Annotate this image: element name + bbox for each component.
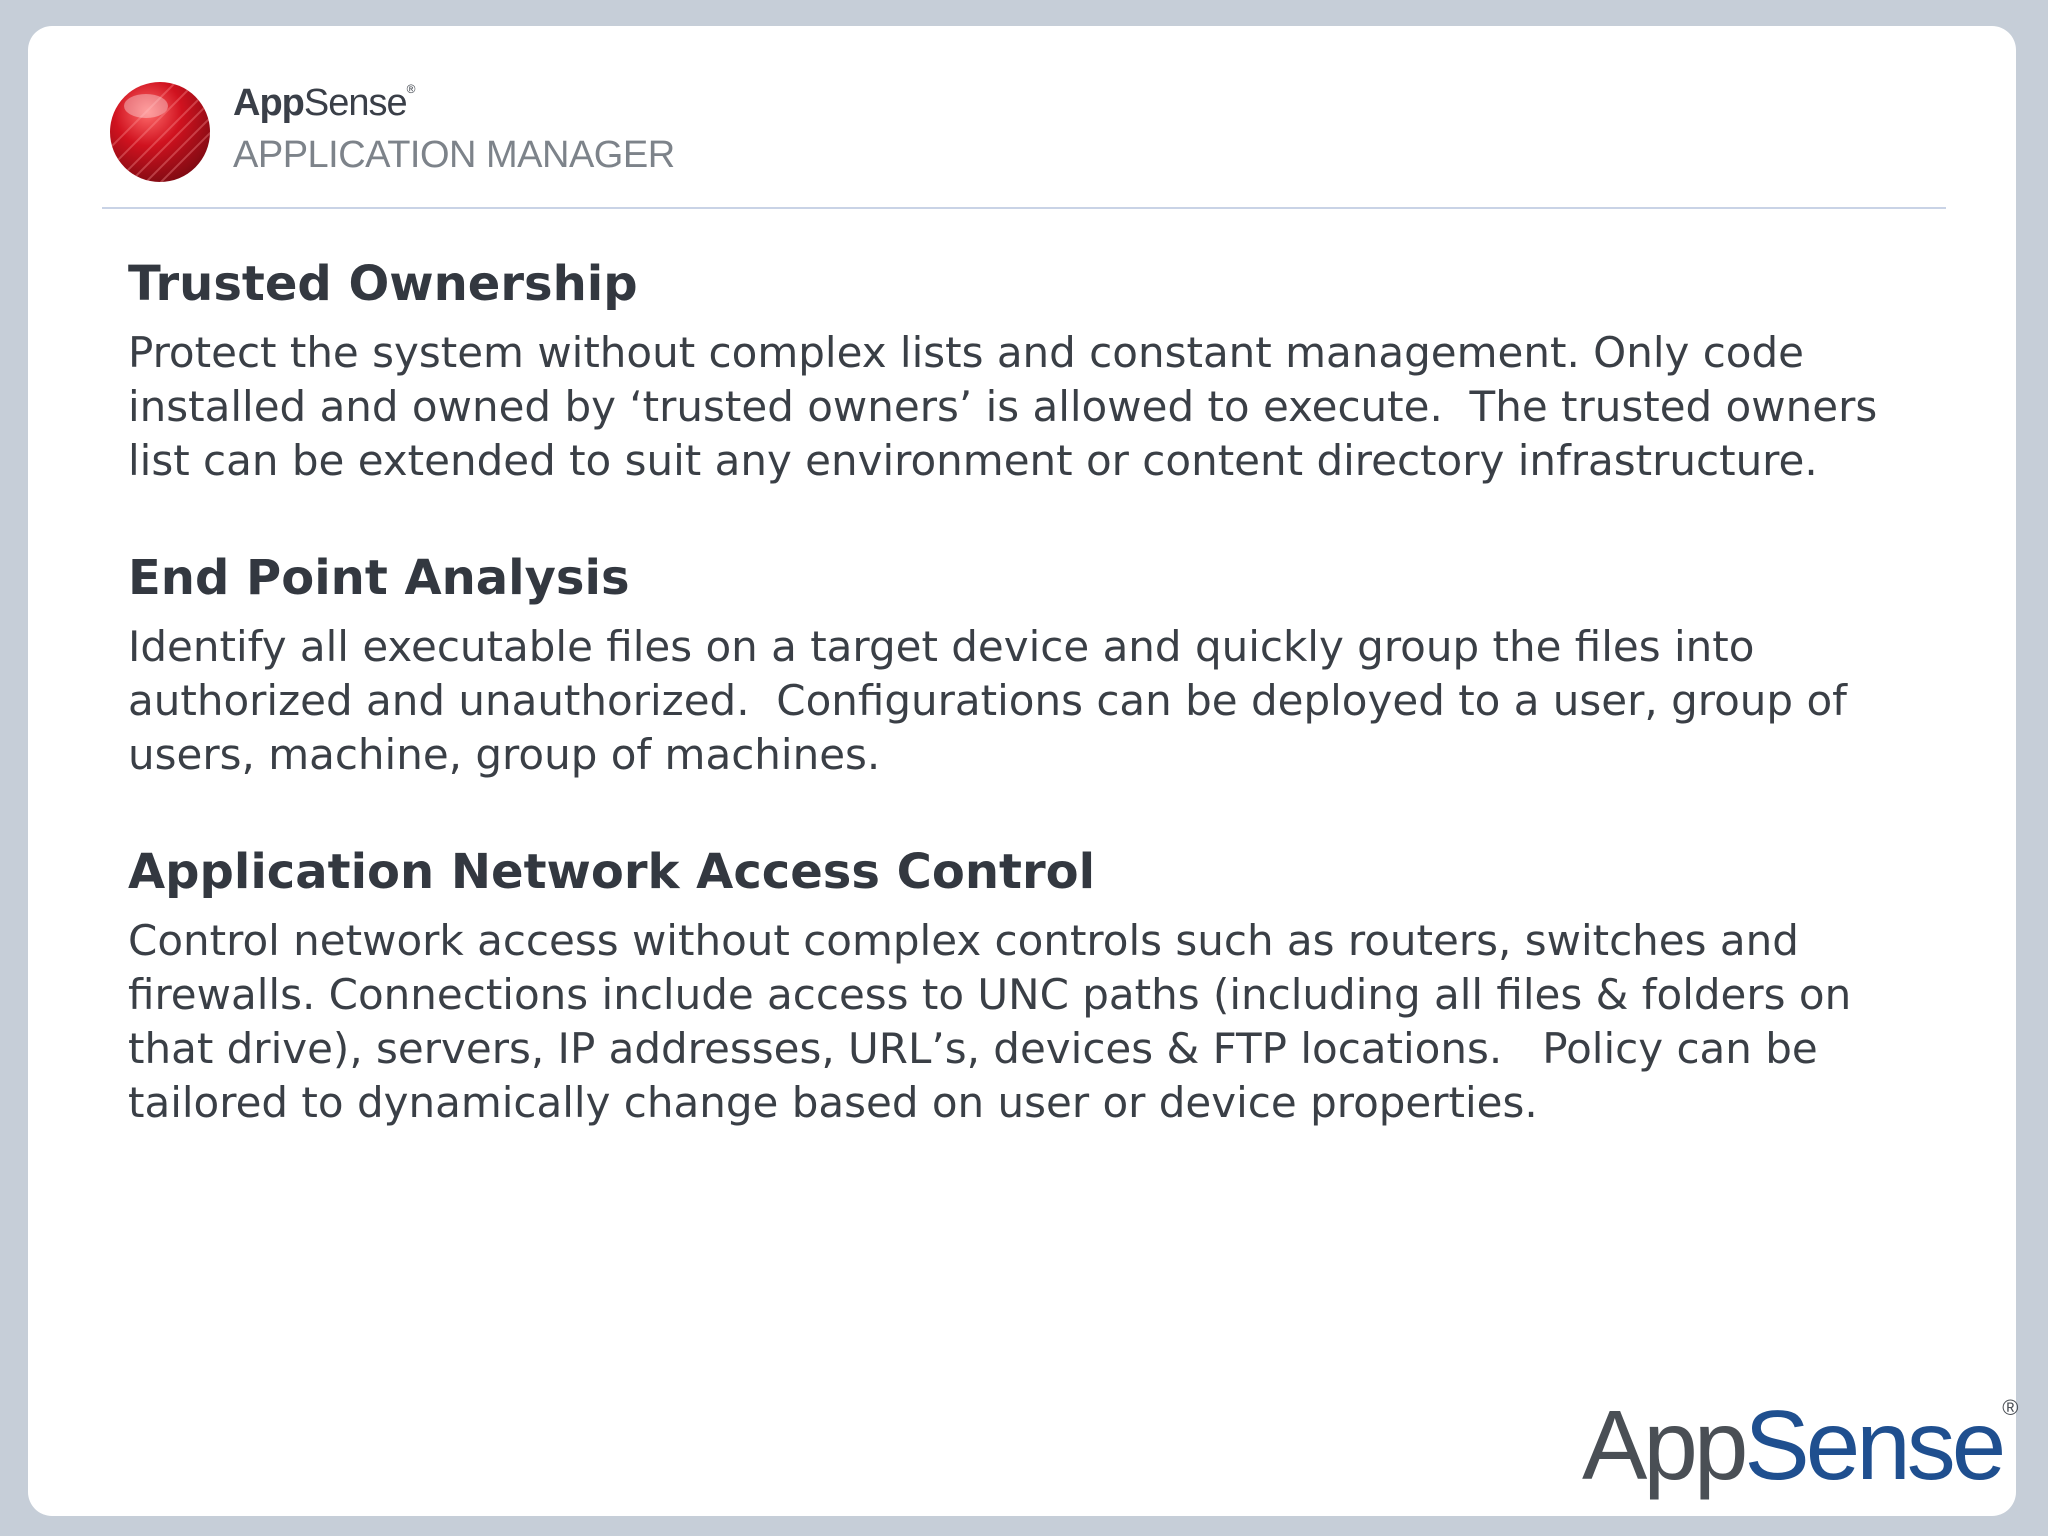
header-divider bbox=[102, 207, 1946, 209]
content bbox=[128, 254, 1948, 1190]
section-end-point-analysis bbox=[128, 548, 1948, 782]
footer-logo-registered: ® bbox=[2002, 1395, 2019, 1420]
footer-logo-app: App bbox=[1582, 1390, 1745, 1500]
section-body: Control network access without complex controls such as routers, switches and firewalls. Connections include access to UNC paths (including all files & folders on that drive), servers, IP addresses, URL’s, devices & FTP locations. Policy can be tailored to dynamically change based on user or device properties. bbox=[128, 916, 1852, 1127]
section-body: Protect the system without complex lists and constant management. Only code installed and owned by ‘trusted owners’ is allowed to execute. The trusted owners list can be extended to suit any environment or content directory infrastructure. bbox=[128, 328, 1878, 485]
footer-logo-sense: Sense bbox=[1744, 1390, 2003, 1500]
brand-sense-text: Sense bbox=[303, 82, 407, 124]
section-trusted-ownership bbox=[128, 254, 1948, 488]
appsense-ball-icon bbox=[108, 80, 212, 184]
brand-app-text: App bbox=[233, 82, 304, 124]
header-logo bbox=[108, 80, 748, 220]
section-body: Identify all executable files on a target device and quickly group the files into authorized and unauthorized. Configurations can be deployed to a user, group of users, machine, group of machines. bbox=[128, 622, 1847, 779]
section-title: End Point Analysis bbox=[128, 550, 630, 606]
footer-appsense-logo bbox=[1582, 1390, 2019, 1500]
section-application-network-access-control bbox=[128, 842, 1948, 1130]
brand-registered-mark: ® bbox=[406, 82, 415, 96]
section-title: Application Network Access Control bbox=[128, 844, 1096, 900]
slide bbox=[28, 26, 2019, 1516]
product-name: APPLICATION MANAGER bbox=[233, 134, 675, 176]
section-title: Trusted Ownership bbox=[128, 256, 638, 312]
brand-wordmark-small bbox=[233, 82, 414, 125]
